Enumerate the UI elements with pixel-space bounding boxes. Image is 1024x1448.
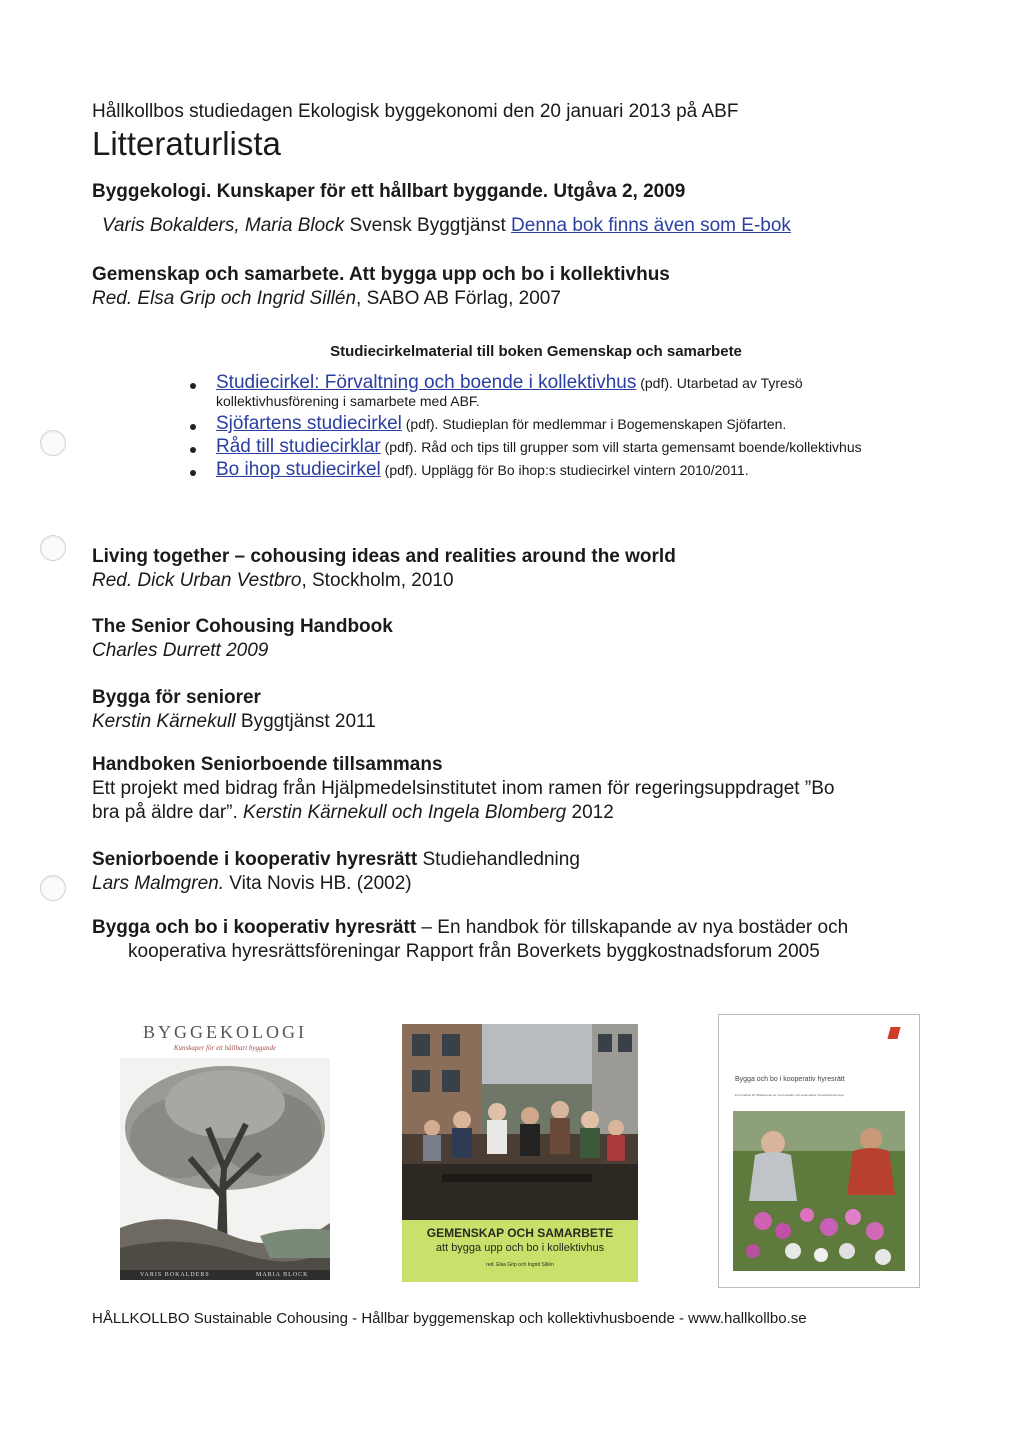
cover-bygga-och-bo [718, 1014, 920, 1288]
book-subtitle: Studiehandledning [417, 849, 580, 870]
book-publisher: Svensk Byggtjänst [344, 215, 512, 236]
book-title: Bygga för seniorer [92, 687, 261, 708]
book-title-line [92, 848, 952, 872]
book-seniorboende-kooperativ [92, 848, 952, 896]
book-handboken-seniorboende [92, 753, 952, 825]
book-meta [92, 287, 952, 311]
book-desc-line-1: Ett projekt med bidrag från Hjälpmedelsinstitutet inom ramen för regeringsuppdraget ”Bo [92, 778, 835, 799]
book-senior-cohousing [92, 615, 952, 663]
list-item [190, 415, 910, 433]
study-heading: Studiecirkelmaterial till boken Gemenskap och samarbete [330, 343, 742, 360]
book-editors: Red. Elsa Grip och Ingrid Sillén [92, 288, 357, 309]
cover-editors: red. Elsa Grip och Ingrid Sillén [486, 1262, 554, 1268]
garden-photo [733, 1111, 905, 1271]
study-text: (pdf). Utarbetad av Tyresö kollektivhusförening i samarbete med ABF. [216, 375, 803, 409]
cover-title: Bygga och bo i kooperativ hyresrätt [735, 1076, 845, 1083]
cover-title: BYGGEKOLOGI [143, 1022, 307, 1042]
cover-subtitle: att bygga upp och bo i kollektivhus [435, 1242, 605, 1254]
study-link[interactable]: Studiecirkel: Förvaltning och boende i kollektivhus [216, 372, 637, 393]
book-bygga-for-seniorer [92, 686, 952, 734]
study-link[interactable]: Sjöfartens studiecirkel [216, 413, 402, 434]
ebook-link[interactable]: Denna bok finns även som E-bok [511, 215, 791, 236]
book-title: Bygga och bo i kooperativ hyresrätt [92, 917, 417, 938]
page-header [92, 101, 952, 163]
book-title: Gemenskap och samarbete. Att bygga upp och bo i kollektivhus [92, 264, 670, 285]
book-meta [92, 710, 952, 734]
list-item [190, 438, 910, 456]
page-footer: HÅLLKOLLBO Sustainable Cohousing - Hållbar byggemenskap och kollektivhusboende - www.hallkollbo.se [92, 1310, 807, 1327]
study-link[interactable]: Råd till studiecirklar [216, 436, 381, 457]
study-text: (pdf). Upplägg för Bo ihop:s studiecirkel vintern 2010/2011. [380, 462, 749, 478]
book-meta [92, 872, 952, 896]
book-meta [92, 214, 952, 238]
cover-author-1: VARIS BOKALDERS [140, 1272, 210, 1278]
book-authors: Charles Durrett 2009 [92, 640, 269, 661]
book-authors: Varis Bokalders, Maria Block [102, 215, 345, 236]
punch-hole-2 [40, 535, 66, 561]
book-living-together [92, 545, 952, 593]
cover-author-2: MARIA BLOCK [256, 1272, 309, 1278]
study-link[interactable]: Bo ihop studiecirkel [216, 459, 381, 480]
book-publisher: Vita Novis HB. (2002) [224, 873, 412, 894]
book-editors: Red. Dick Urban Vestbro [92, 570, 302, 591]
tree-illustration [120, 1058, 330, 1280]
cover-subtitle: Kunskaper för ett hållbart byggande [173, 1044, 277, 1052]
book-bygga-och-bo [92, 916, 952, 964]
study-text: (pdf). Studieplan för medlemmar i Bogemenskapen Sjöfarten. [401, 416, 787, 432]
cover-subtitle: En handbok för tillskapande av nya bostäder och kooperativa hyresrättsföreningar [735, 1093, 844, 1097]
book-publisher: Byggtjänst 2011 [235, 711, 376, 732]
book-title: Living together – cohousing ideas and realities around the world [92, 546, 676, 567]
page-title: Litteraturlista [92, 125, 281, 162]
book-desc: – En handbok för tillskapande av nya bostäder och [416, 917, 849, 938]
cover-title: GEMENSKAP OCH SAMARBETE [426, 1226, 614, 1240]
book-meta [92, 569, 952, 593]
punch-hole-1 [40, 430, 66, 456]
group-photo [402, 1024, 638, 1220]
book-publisher: , Stockholm, 2010 [301, 570, 454, 591]
book-authors: Kerstin Kärnekull och Ingela Blomberg [243, 802, 567, 823]
book-desc-line-2: kooperativa hyresrättsföreningar Rapport från Boverkets byggkostnadsforum 2005 [128, 941, 820, 962]
book-authors: Lars Malmgren. [92, 873, 224, 894]
study-text: (pdf). Råd och tips till grupper som vill starta gemensamt boende/kollektivhus [380, 439, 862, 455]
book-byggekologi [92, 180, 952, 238]
list-item [190, 374, 910, 410]
list-item [190, 461, 910, 479]
book-title: Seniorboende i kooperativ hyresrätt [92, 849, 418, 870]
book-title-line [92, 916, 952, 940]
book-desc: bra på äldre dar”. [92, 802, 244, 823]
header-subtitle: Hållkollbos studiedagen Ekologisk byggekonomi den 20 januari 2013 på ABF [92, 101, 739, 122]
book-title: Handboken Seniorboende tillsammans [92, 754, 443, 775]
book-authors: Kerstin Kärnekull [92, 711, 236, 732]
book-gemenskap [92, 263, 952, 311]
boverket-logo-icon [887, 1027, 900, 1039]
book-publisher: , SABO AB Förlag, 2007 [356, 288, 561, 309]
study-list [190, 374, 910, 484]
book-title: The Senior Cohousing Handbook [92, 616, 393, 637]
cover-gemenskap [402, 1024, 638, 1282]
book-title: Byggekologi. Kunskaper för ett hållbart byggande. Utgåva 2, 2009 [92, 181, 686, 202]
cover-byggekologi [120, 1012, 330, 1280]
book-year: 2012 [566, 802, 614, 823]
punch-hole-3 [40, 875, 66, 901]
book-desc-line-2 [92, 801, 952, 825]
